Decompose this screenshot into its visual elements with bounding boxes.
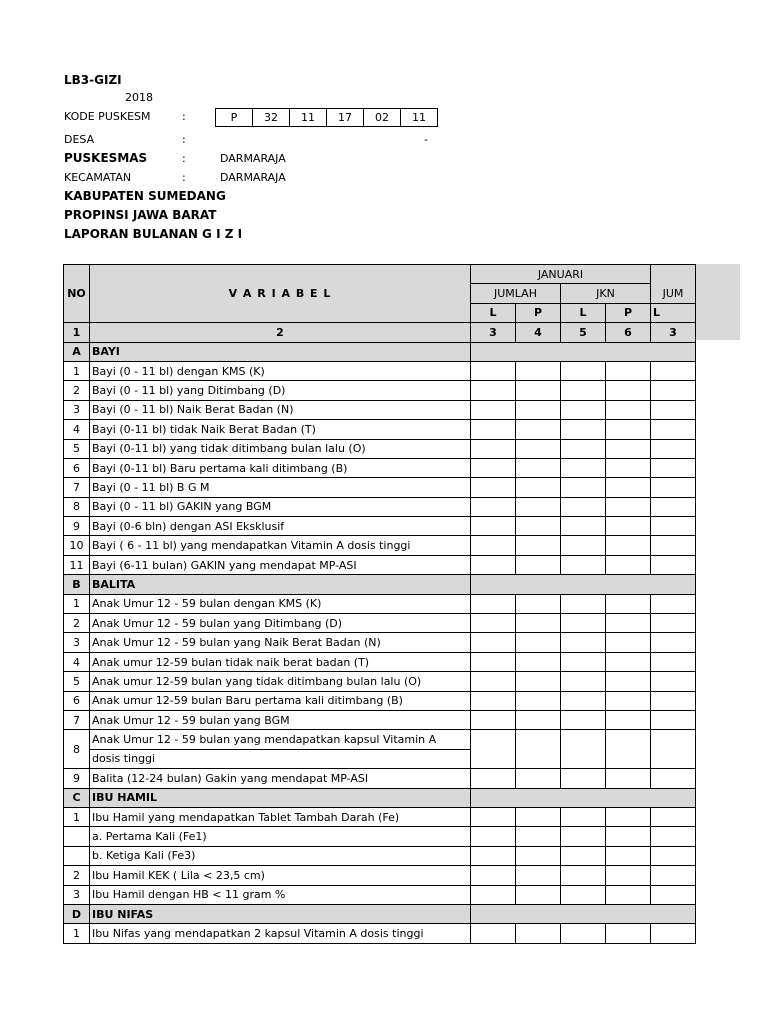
row-label: Anak Umur 12 - 59 bulan yang mendapatkan kapsul Vitamin A bbox=[90, 730, 471, 749]
data-cell[interactable] bbox=[561, 866, 606, 885]
data-cell[interactable] bbox=[516, 866, 561, 885]
data-cell[interactable] bbox=[471, 846, 516, 865]
puskesmas-label: PUSKESMAS bbox=[64, 151, 148, 165]
data-cell[interactable] bbox=[561, 672, 606, 691]
data-cell[interactable] bbox=[516, 614, 561, 633]
data-cell[interactable] bbox=[651, 517, 696, 536]
row-label: Anak Umur 12 - 59 bulan yang BGM bbox=[90, 710, 471, 729]
data-cell[interactable] bbox=[471, 555, 516, 574]
table-row bbox=[64, 420, 696, 439]
data-cell[interactable] bbox=[606, 381, 651, 400]
data-cell[interactable] bbox=[606, 846, 651, 865]
row-label: Bayi (0 - 11 bl) B G M bbox=[90, 478, 471, 497]
data-cell[interactable] bbox=[516, 420, 561, 439]
month-header: JANUARI bbox=[471, 265, 651, 284]
data-cell[interactable] bbox=[471, 633, 516, 652]
data-cell[interactable] bbox=[516, 924, 561, 943]
data-cell[interactable] bbox=[471, 517, 516, 536]
data-cell[interactable] bbox=[561, 555, 606, 574]
data-cell[interactable] bbox=[471, 885, 516, 904]
table-row bbox=[64, 846, 696, 865]
table-row bbox=[64, 924, 696, 943]
kode-box: 17 bbox=[327, 109, 364, 127]
data-cell[interactable] bbox=[516, 381, 561, 400]
data-cell[interactable] bbox=[471, 420, 516, 439]
data-cell[interactable] bbox=[651, 536, 696, 555]
row-number: 4 bbox=[64, 652, 90, 671]
month-header-blank bbox=[651, 265, 696, 284]
row-label: Bayi (0-11 bl) Baru pertama kali ditimbang (B) bbox=[90, 458, 471, 477]
table-row bbox=[64, 536, 696, 555]
kode-puskesmas-boxes bbox=[215, 108, 438, 127]
table-row bbox=[64, 672, 696, 691]
data-cell[interactable] bbox=[606, 614, 651, 633]
data-cell[interactable] bbox=[471, 381, 516, 400]
data-cell[interactable] bbox=[561, 846, 606, 865]
report-code: LB3-GIZI bbox=[64, 73, 122, 87]
data-cell[interactable] bbox=[651, 652, 696, 671]
data-cell[interactable] bbox=[516, 730, 561, 769]
section-fill bbox=[471, 788, 696, 807]
data-cell[interactable] bbox=[606, 885, 651, 904]
table-row bbox=[64, 710, 696, 729]
row-label: Anak Umur 12 - 59 bulan yang Naik Berat Badan (N) bbox=[90, 633, 471, 652]
row-number: 10 bbox=[64, 536, 90, 555]
data-cell[interactable] bbox=[606, 555, 651, 574]
kode-box: 11 bbox=[290, 109, 327, 127]
data-cell[interactable] bbox=[471, 924, 516, 943]
row-label: Bayi (6-11 bulan) GAKIN yang mendapat MP-ASI bbox=[90, 555, 471, 574]
row-number: 1 bbox=[64, 361, 90, 380]
l-header: L bbox=[651, 303, 696, 322]
col-number: 2 bbox=[90, 323, 471, 342]
data-cell[interactable] bbox=[516, 458, 561, 477]
table-body bbox=[64, 342, 696, 943]
row-number: 11 bbox=[64, 555, 90, 574]
section-fill bbox=[471, 904, 696, 923]
data-cell[interactable] bbox=[471, 691, 516, 710]
data-cell[interactable] bbox=[606, 594, 651, 613]
data-cell[interactable] bbox=[561, 710, 606, 729]
no-header: NO bbox=[64, 265, 90, 323]
row-label: Bayi (0 - 11 bl) dengan KMS (K) bbox=[90, 361, 471, 380]
data-cell[interactable] bbox=[561, 536, 606, 555]
row-label: Ibu Hamil KEK ( Lila < 23,5 cm) bbox=[90, 866, 471, 885]
data-cell[interactable] bbox=[471, 400, 516, 419]
table-row bbox=[64, 361, 696, 380]
data-cell[interactable] bbox=[561, 381, 606, 400]
data-cell[interactable] bbox=[516, 827, 561, 846]
row-label: Anak umur 12-59 bulan yang tidak ditimbang bulan lalu (O) bbox=[90, 672, 471, 691]
desa-dash: - bbox=[424, 133, 428, 146]
data-cell[interactable] bbox=[561, 652, 606, 671]
propinsi: PROPINSI JAWA BARAT bbox=[64, 208, 217, 222]
row-number: 2 bbox=[64, 866, 90, 885]
data-cell[interactable] bbox=[606, 730, 651, 769]
data-cell[interactable] bbox=[606, 536, 651, 555]
table-row bbox=[64, 633, 696, 652]
data-cell[interactable] bbox=[561, 924, 606, 943]
header-extension bbox=[696, 264, 740, 283]
data-cell[interactable] bbox=[471, 458, 516, 477]
data-cell[interactable] bbox=[516, 710, 561, 729]
jum-header: JUM bbox=[651, 284, 696, 303]
table-row bbox=[64, 555, 696, 574]
data-cell[interactable] bbox=[516, 439, 561, 458]
data-cell[interactable] bbox=[606, 827, 651, 846]
data-cell[interactable] bbox=[606, 420, 651, 439]
col-number: 3 bbox=[651, 323, 696, 342]
data-cell[interactable] bbox=[606, 672, 651, 691]
data-cell[interactable] bbox=[561, 361, 606, 380]
data-cell[interactable] bbox=[561, 730, 606, 769]
data-cell[interactable] bbox=[651, 827, 696, 846]
table-row bbox=[64, 381, 696, 400]
row-number: 5 bbox=[64, 672, 90, 691]
table-row bbox=[64, 439, 696, 458]
data-cell[interactable] bbox=[651, 458, 696, 477]
data-cell[interactable] bbox=[606, 400, 651, 419]
data-cell[interactable] bbox=[651, 439, 696, 458]
data-cell[interactable] bbox=[606, 691, 651, 710]
row-number: 1 bbox=[64, 924, 90, 943]
data-cell[interactable] bbox=[471, 769, 516, 788]
data-cell[interactable] bbox=[606, 478, 651, 497]
section-fill bbox=[471, 575, 696, 594]
row-number: 9 bbox=[64, 769, 90, 788]
data-cell[interactable] bbox=[516, 555, 561, 574]
data-cell[interactable] bbox=[561, 769, 606, 788]
data-cell[interactable] bbox=[651, 614, 696, 633]
section-row bbox=[64, 342, 696, 361]
row-label: Ibu Hamil dengan HB < 11 gram % bbox=[90, 885, 471, 904]
data-cell[interactable] bbox=[516, 807, 561, 826]
row-label: Anak umur 12-59 bulan tidak naik berat badan (T) bbox=[90, 652, 471, 671]
data-cell[interactable] bbox=[651, 866, 696, 885]
kecamatan-value: DARMARAJA bbox=[220, 171, 286, 184]
section-code: D bbox=[64, 904, 90, 923]
data-cell[interactable] bbox=[561, 458, 606, 477]
data-cell[interactable] bbox=[471, 361, 516, 380]
data-cell[interactable] bbox=[516, 672, 561, 691]
data-cell[interactable] bbox=[516, 400, 561, 419]
row-label: Bayi ( 6 - 11 bl) yang mendapatkan Vitamin A dosis tinggi bbox=[90, 536, 471, 555]
data-cell[interactable] bbox=[651, 381, 696, 400]
row-number: 9 bbox=[64, 517, 90, 536]
table-row bbox=[64, 730, 696, 749]
data-cell[interactable] bbox=[516, 594, 561, 613]
row-label: Ibu Nifas yang mendapatkan 2 kapsul Vitamin A dosis tinggi bbox=[90, 924, 471, 943]
table-row bbox=[64, 517, 696, 536]
row-label: Anak Umur 12 - 59 bulan yang Ditimbang (D) bbox=[90, 614, 471, 633]
row-number bbox=[64, 827, 90, 846]
data-cell[interactable] bbox=[651, 555, 696, 574]
data-cell[interactable] bbox=[606, 517, 651, 536]
row-label: Bayi (0-11 bl) yang tidak ditimbang bulan lalu (O) bbox=[90, 439, 471, 458]
data-cell[interactable] bbox=[471, 672, 516, 691]
data-cell[interactable] bbox=[471, 652, 516, 671]
row-number: 7 bbox=[64, 478, 90, 497]
data-cell[interactable] bbox=[471, 730, 516, 769]
row-number: 2 bbox=[64, 614, 90, 633]
row-number: 4 bbox=[64, 420, 90, 439]
row-label: Bayi (0 - 11 bl) GAKIN yang BGM bbox=[90, 497, 471, 516]
p-header: P bbox=[516, 303, 561, 322]
data-cell[interactable] bbox=[606, 439, 651, 458]
data-cell[interactable] bbox=[651, 633, 696, 652]
table-row bbox=[64, 866, 696, 885]
row-label: Anak Umur 12 - 59 bulan dengan KMS (K) bbox=[90, 594, 471, 613]
data-cell[interactable] bbox=[651, 478, 696, 497]
table-row bbox=[64, 594, 696, 613]
data-cell[interactable] bbox=[561, 885, 606, 904]
table-row bbox=[64, 807, 696, 826]
data-cell[interactable] bbox=[561, 517, 606, 536]
data-cell[interactable] bbox=[651, 885, 696, 904]
jkn-header: JKN bbox=[561, 284, 651, 303]
row-number: 1 bbox=[64, 594, 90, 613]
colon: : bbox=[182, 110, 186, 123]
data-cell[interactable] bbox=[516, 769, 561, 788]
colon: : bbox=[182, 133, 186, 146]
table-row bbox=[64, 478, 696, 497]
data-cell[interactable] bbox=[471, 827, 516, 846]
data-cell[interactable] bbox=[561, 420, 606, 439]
kode-box: 02 bbox=[364, 109, 401, 127]
table-row bbox=[64, 827, 696, 846]
data-cell[interactable] bbox=[471, 710, 516, 729]
row-number bbox=[64, 846, 90, 865]
data-cell[interactable] bbox=[606, 710, 651, 729]
kode-label: KODE PUSKESM bbox=[64, 110, 151, 123]
data-cell[interactable] bbox=[651, 924, 696, 943]
table-row bbox=[64, 614, 696, 633]
header-extension bbox=[696, 283, 740, 340]
row-number: 2 bbox=[64, 381, 90, 400]
data-cell[interactable] bbox=[651, 769, 696, 788]
kode-box: 11 bbox=[401, 109, 438, 127]
col-number: 4 bbox=[516, 323, 561, 342]
data-cell[interactable] bbox=[561, 614, 606, 633]
table-row bbox=[64, 769, 696, 788]
data-cell[interactable] bbox=[516, 846, 561, 865]
data-cell[interactable] bbox=[606, 652, 651, 671]
data-cell[interactable] bbox=[516, 885, 561, 904]
row-number: 5 bbox=[64, 439, 90, 458]
jumlah-header: JUMLAH bbox=[471, 284, 561, 303]
row-label: Bayi (0 - 11 bl) yang Ditimbang (D) bbox=[90, 381, 471, 400]
data-cell[interactable] bbox=[651, 672, 696, 691]
data-cell[interactable] bbox=[471, 807, 516, 826]
data-cell[interactable] bbox=[561, 400, 606, 419]
data-cell[interactable] bbox=[651, 594, 696, 613]
col-number: 1 bbox=[64, 323, 90, 342]
data-cell[interactable] bbox=[606, 458, 651, 477]
section-title: IBU HAMIL bbox=[90, 788, 471, 807]
data-cell[interactable] bbox=[471, 497, 516, 516]
row-number: 6 bbox=[64, 691, 90, 710]
section-code: C bbox=[64, 788, 90, 807]
row-number: 7 bbox=[64, 710, 90, 729]
l-header: L bbox=[561, 303, 606, 322]
data-cell[interactable] bbox=[561, 691, 606, 710]
data-cell[interactable] bbox=[606, 633, 651, 652]
data-cell[interactable] bbox=[516, 691, 561, 710]
row-label: b. Ketiga Kali (Fe3) bbox=[90, 846, 471, 865]
data-cell[interactable] bbox=[516, 497, 561, 516]
col-number: 6 bbox=[606, 323, 651, 342]
section-title: IBU NIFAS bbox=[90, 904, 471, 923]
data-cell[interactable] bbox=[651, 361, 696, 380]
puskesmas-value: DARMARAJA bbox=[220, 152, 286, 165]
data-cell[interactable] bbox=[471, 478, 516, 497]
l-header: L bbox=[471, 303, 516, 322]
p-header: P bbox=[606, 303, 651, 322]
data-cell[interactable] bbox=[606, 497, 651, 516]
kabupaten: KABUPATEN SUMEDANG bbox=[64, 189, 226, 203]
desa-label: DESA bbox=[64, 133, 95, 146]
report-year: 2018 bbox=[125, 91, 153, 104]
section-code: A bbox=[64, 342, 90, 361]
row-label: Bayi (0-6 bln) dengan ASI Eksklusif bbox=[90, 517, 471, 536]
section-fill bbox=[471, 342, 696, 361]
col-number: 3 bbox=[471, 323, 516, 342]
variabel-header: V A R I A B E L bbox=[90, 265, 471, 323]
row-label: Anak umur 12-59 bulan Baru pertama kali ditimbang (B) bbox=[90, 691, 471, 710]
laporan-title: LAPORAN BULANAN G I Z I bbox=[64, 227, 243, 241]
data-cell[interactable] bbox=[516, 652, 561, 671]
data-cell[interactable] bbox=[561, 633, 606, 652]
data-cell[interactable] bbox=[471, 536, 516, 555]
data-cell[interactable] bbox=[651, 730, 696, 769]
table-row bbox=[64, 885, 696, 904]
row-label: Ibu Hamil yang mendapatkan Tablet Tambah Darah (Fe) bbox=[90, 807, 471, 826]
row-label: Balita (12-24 bulan) Gakin yang mendapat MP-ASI bbox=[90, 769, 471, 788]
table-row bbox=[64, 497, 696, 516]
data-cell[interactable] bbox=[561, 478, 606, 497]
data-cell[interactable] bbox=[651, 807, 696, 826]
data-cell[interactable] bbox=[651, 710, 696, 729]
data-cell[interactable] bbox=[561, 827, 606, 846]
table-row bbox=[64, 400, 696, 419]
gizi-report-table bbox=[63, 264, 696, 944]
data-cell[interactable] bbox=[651, 420, 696, 439]
data-cell[interactable] bbox=[471, 594, 516, 613]
data-cell[interactable] bbox=[606, 866, 651, 885]
section-title: BAYI bbox=[90, 342, 471, 361]
data-cell[interactable] bbox=[651, 846, 696, 865]
data-cell[interactable] bbox=[561, 497, 606, 516]
row-label-continuation: dosis tinggi bbox=[90, 749, 471, 768]
data-cell[interactable] bbox=[471, 614, 516, 633]
table-row bbox=[64, 458, 696, 477]
table-row bbox=[64, 652, 696, 671]
data-cell[interactable] bbox=[651, 691, 696, 710]
data-cell[interactable] bbox=[606, 924, 651, 943]
table-row bbox=[64, 691, 696, 710]
section-title: BALITA bbox=[90, 575, 471, 594]
data-cell[interactable] bbox=[471, 866, 516, 885]
row-label: a. Pertama Kali (Fe1) bbox=[90, 827, 471, 846]
section-code: B bbox=[64, 575, 90, 594]
data-cell[interactable] bbox=[516, 478, 561, 497]
kode-box: P bbox=[216, 109, 253, 127]
section-row bbox=[64, 904, 696, 923]
data-cell[interactable] bbox=[606, 807, 651, 826]
row-number: 3 bbox=[64, 400, 90, 419]
data-cell[interactable] bbox=[561, 439, 606, 458]
colon: : bbox=[182, 152, 186, 165]
row-number: 8 bbox=[64, 497, 90, 516]
row-number: 6 bbox=[64, 458, 90, 477]
row-label: Bayi (0 - 11 bl) Naik Berat Badan (N) bbox=[90, 400, 471, 419]
data-cell[interactable] bbox=[606, 769, 651, 788]
data-cell[interactable] bbox=[516, 633, 561, 652]
row-number: 3 bbox=[64, 885, 90, 904]
data-cell[interactable] bbox=[516, 517, 561, 536]
data-cell[interactable] bbox=[651, 497, 696, 516]
row-label: Bayi (0-11 bl) tidak Naik Berat Badan (T) bbox=[90, 420, 471, 439]
data-cell[interactable] bbox=[561, 807, 606, 826]
section-row bbox=[64, 575, 696, 594]
row-number: 3 bbox=[64, 633, 90, 652]
row-number: 1 bbox=[64, 807, 90, 826]
colon: : bbox=[182, 171, 186, 184]
data-cell[interactable] bbox=[606, 361, 651, 380]
kode-box: 32 bbox=[253, 109, 290, 127]
kecamatan-label: KECAMATAN bbox=[64, 171, 132, 184]
section-row bbox=[64, 788, 696, 807]
data-cell[interactable] bbox=[651, 400, 696, 419]
row-number: 8 bbox=[64, 730, 90, 769]
data-cell[interactable] bbox=[561, 594, 606, 613]
data-cell[interactable] bbox=[516, 536, 561, 555]
data-cell[interactable] bbox=[471, 439, 516, 458]
data-cell[interactable] bbox=[516, 361, 561, 380]
col-number: 5 bbox=[561, 323, 606, 342]
